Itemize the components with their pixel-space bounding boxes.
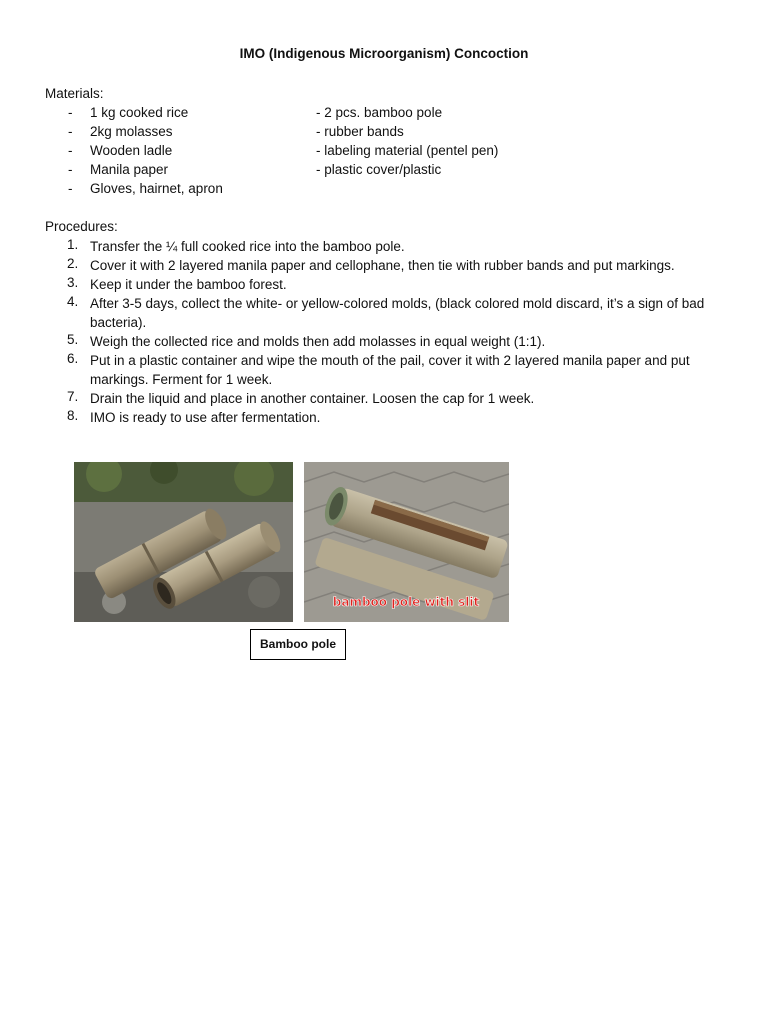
step-number: 3. bbox=[67, 275, 79, 290]
list-bullet: - bbox=[68, 162, 73, 177]
step-text: Keep it under the bamboo forest. bbox=[90, 277, 287, 292]
material-item: - labeling material (pentel pen) bbox=[316, 143, 499, 158]
material-item: Wooden ladle bbox=[90, 143, 173, 158]
material-item: - rubber bands bbox=[316, 124, 404, 139]
material-item: 1 kg cooked rice bbox=[90, 105, 189, 120]
step-text: Put in a plastic container and wipe the mouth of the pail, cover it with 2 layered manila paper and put markings. Ferment for 1 week. bbox=[90, 353, 690, 387]
document-title: IMO (Indigenous Microorganism) Concoction bbox=[239, 46, 529, 61]
list-bullet: - bbox=[68, 143, 73, 158]
material-item: Manila paper bbox=[90, 162, 169, 177]
list-bullet: - bbox=[68, 181, 73, 196]
step-number: 2. bbox=[67, 256, 79, 271]
list-bullet: - bbox=[68, 124, 73, 139]
material-item: 2kg molasses bbox=[90, 124, 173, 139]
photo-caption: Bamboo pole bbox=[250, 629, 346, 660]
step-text: Transfer the ¼ full cooked rice into the bamboo pole. bbox=[90, 239, 405, 254]
step-text: After 3-5 days, collect the white- or yellow-colored molds, (black colored mold discard, it’s a sign of bad bacteria). bbox=[90, 296, 705, 330]
material-item: - 2 pcs. bamboo pole bbox=[316, 105, 443, 120]
list-bullet: - bbox=[68, 105, 73, 120]
step-number: 7. bbox=[67, 389, 79, 404]
step-text: IMO is ready to use after fermentation. bbox=[90, 410, 321, 425]
bamboo-pole-slit-photo bbox=[304, 462, 509, 622]
step-text: Weigh the collected rice and molds then add molasses in equal weight (1:1). bbox=[90, 334, 546, 349]
photo-overlay-text: bamboo pole with slit bbox=[332, 595, 480, 609]
step-text: Drain the liquid and place in another container. Loosen the cap for 1 week. bbox=[90, 391, 535, 406]
step-number: 5. bbox=[67, 332, 79, 347]
materials-label: Materials: bbox=[45, 86, 104, 101]
step-number: 8. bbox=[67, 408, 79, 423]
step-number: 1. bbox=[67, 237, 79, 252]
procedures-label: Procedures: bbox=[45, 219, 118, 234]
step-text: Cover it with 2 layered manila paper and cellophane, then tie with rubber bands and put markings. bbox=[90, 258, 675, 273]
material-item: Gloves, hairnet, apron bbox=[90, 181, 223, 196]
material-item: - plastic cover/plastic bbox=[316, 162, 442, 177]
bamboo-poles-photo bbox=[74, 462, 293, 622]
step-number: 6. bbox=[67, 351, 79, 366]
step-number: 4. bbox=[67, 294, 79, 309]
